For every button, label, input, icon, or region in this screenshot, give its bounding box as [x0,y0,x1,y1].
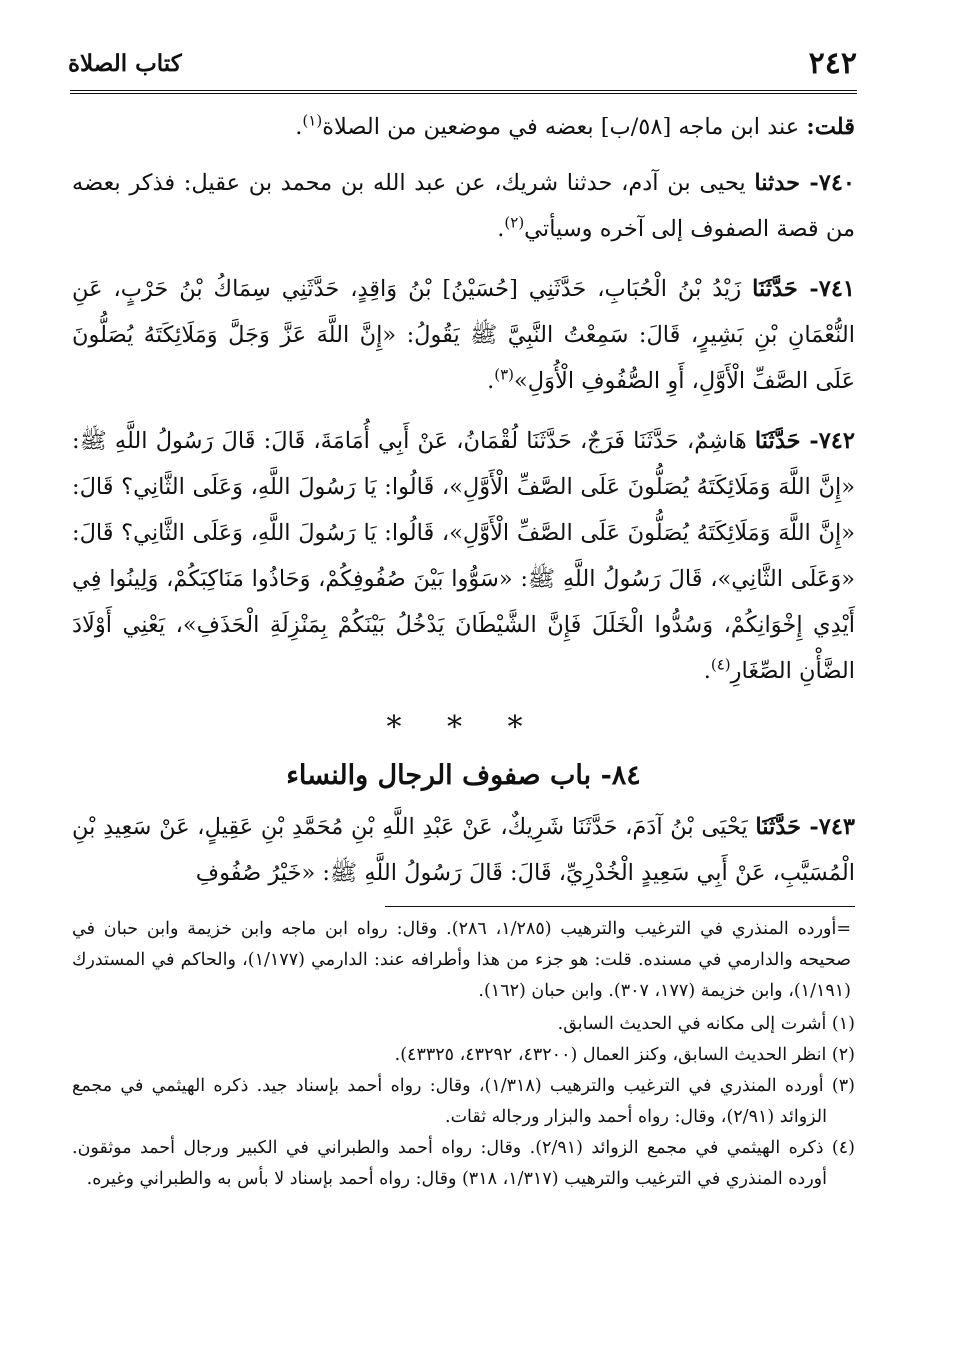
hadith-743 [72,804,855,896]
hadith-opening: - حَدَّثَنَا [752,276,819,302]
qult-text: عند ابن ماجه [٥٨/ب] بعضه في موضعين من الصلاة [322,114,807,140]
hadith-number: ٧٤١ [818,276,855,302]
main-text [72,104,855,910]
footnote-continuation: =أورده المنذري في الترغيب والترهيب (١/٢٨٥، ٢٨٦). وقال: رواه ابن ماجه وابن خزيمة وابن حبان في صحيحه والدارمي في مسنده. قلت: هو جزء من هذا وأطرافه عند: الدارمي (١/١٧٧)، والحاكم في المستدرك (١/١٩١)، وابن خزيمة (١٧٧، ٣٠٧). وابن حبان (١٦٢). [72,919,851,1001]
page-number: ٢٤٢ [808,46,857,81]
chapter-heading: ٨٤- باب صفوف الرجال والنساء [286,760,641,791]
footnote-ref: (١) [302,111,323,130]
header-rule [70,90,857,94]
punctuation: . [703,658,711,684]
footnotes [72,914,855,1195]
hadith-742 [72,418,855,694]
footnote-ref: (٤) [710,655,731,674]
hadith-opening: - حدثنا [754,170,819,196]
punctuation: . [295,114,303,140]
footnote-1: (١) أشرت إلى مكانه في الحديث السابق. [557,1014,855,1034]
hadith-opening: - حَدَّثَنَا [754,428,819,454]
hadith-opening: - حَدَّثَنَا [755,814,819,840]
footnote-ref: (٣) [494,365,515,384]
footnote-4: (٤) ذكره الهيثمي في مجمع الزوائد (٢/٩١). وقال: رواه أحمد والطبراني في الكبير ورجال أحمد موثقون. أورده المنذري في الترغيب والترهيب (١/٣١٧، ٣١٨) وقال: رواه أحمد بإسناد لا بأس به والطبراني وغيره. [72,1138,855,1189]
hadith-text: زَيْدُ بْنُ الْحُبَابِ، حَدَّثَنِي [حُسَيْنُ] بْنُ وَاقِدٍ، حَدَّثَنِي سِمَاكُ بْنُ حَرْبٍ، عَنِ النُّعْمَانِ بْنِ بَشِيرٍ، قَالَ: سَمِعْتُ النَّبِيَّ ﷺ يَقُولُ: «إِنَّ اللَّهَ عَزَّ وَجَلَّ وَمَلَائِكَتَهُ يُصَلُّونَ عَلَى الصَّفِّ الْأَوَّلِ، أَوِ الصُّفُوفِ الْأُوَلِ» [72,276,855,394]
hadith-text: يَحْيَى بْنُ آدَمَ، حَدَّثَنَا شَرِيكٌ، عَنْ عَبْدِ اللَّهِ بْنِ مُحَمَّدِ بْنِ عَقِيلٍ، عَنْ سَعِيدِ بْنِ الْمُسَيَّبِ، عَنْ أَبِي سَعِيدٍ الْخُدْرِيِّ، قَالَ: قَالَ رَسُولُ اللَّهِ ﷺ: «خَيْرُ صُفُوفِ [72,814,855,886]
hadith-text: هَاشِمٌ، حَدَّثَنَا فَرَجٌ، حَدَّثَنَا لُقْمَانُ، عَنْ أَبِي أُمَامَةَ، قَالَ: قَالَ رَسُولُ اللَّهِ ﷺ: «إِنَّ اللَّهَ وَمَلَائِكَتَهُ يُصَلُّونَ عَلَى الصَّفِّ الْأَوَّلِ»، قَالُوا: يَا رَسُولَ اللَّهِ، وَعَلَى الثَّانِي؟ قَالَ: «إِنَّ اللَّهَ وَمَلَائِكَتَهُ يُصَلُّونَ عَلَى الصَّفِّ الْأَوَّلِ»، قَالُوا: يَا رَسُولَ اللَّهِ، وَعَلَى الثَّانِي؟ قَالَ: «وَعَلَى الثَّانِي»، قَالَ رَسُولُ اللَّهِ ﷺ: «سَوُّوا بَيْنَ صُفُوفِكُمْ، وَحَاذُوا مَنَاكِبَكُمْ، وَلِينُوا فِي أَيْدِي إِخْوَانِكُمْ، وَسُدُّوا الْخَلَلَ فَإِنَّ الشَّيْطَانَ يَدْخُلُ بَيْنَكُمْ بِمَنْزِلَةِ الْحَذَفِ»، يَعْنِي أَوْلَادَ الضَّأْنِ الصِّغَارِ [72,428,855,684]
page-header [68,40,857,90]
section-separator: * * * [386,710,541,745]
hadith-740 [72,160,855,252]
footnote-3: (٣) أورده المنذري في الترغيب والترهيب (١/٣١٨)، وقال: رواه أحمد بإسناد جيد. ذكره الهيثمي في مجمع الزوائد (٢/٩١)، وقال: رواه أحمد والبزار ورجاله ثقات. [72,1076,855,1127]
hadith-741 [72,266,855,404]
footnote-ref: (٢) [504,213,525,232]
qult-note [72,104,855,150]
qult-label: قلت: [806,114,855,140]
punctuation: . [497,216,505,242]
hadith-text: يحيى بن آدم، حدثنا شريك، عن عبد الله بن محمد بن عقيل: فذكر بعضه من قصة الصفوف إلى آخره وسيأتي [72,170,855,242]
footnote-2: (٢) انظر الحديث السابق، وكنز العمال (٤٣٢٠٠، ٤٣٢٩٢، ٤٣٣٢٥). [394,1045,855,1065]
hadith-number: ٧٤٣ [818,814,855,840]
footnote-rule [385,906,855,907]
hadith-number: ٧٤٢ [818,428,855,454]
punctuation: . [487,368,495,394]
hadith-number: ٧٤٠ [818,170,855,196]
running-title: كتاب الصلاة [68,50,182,77]
